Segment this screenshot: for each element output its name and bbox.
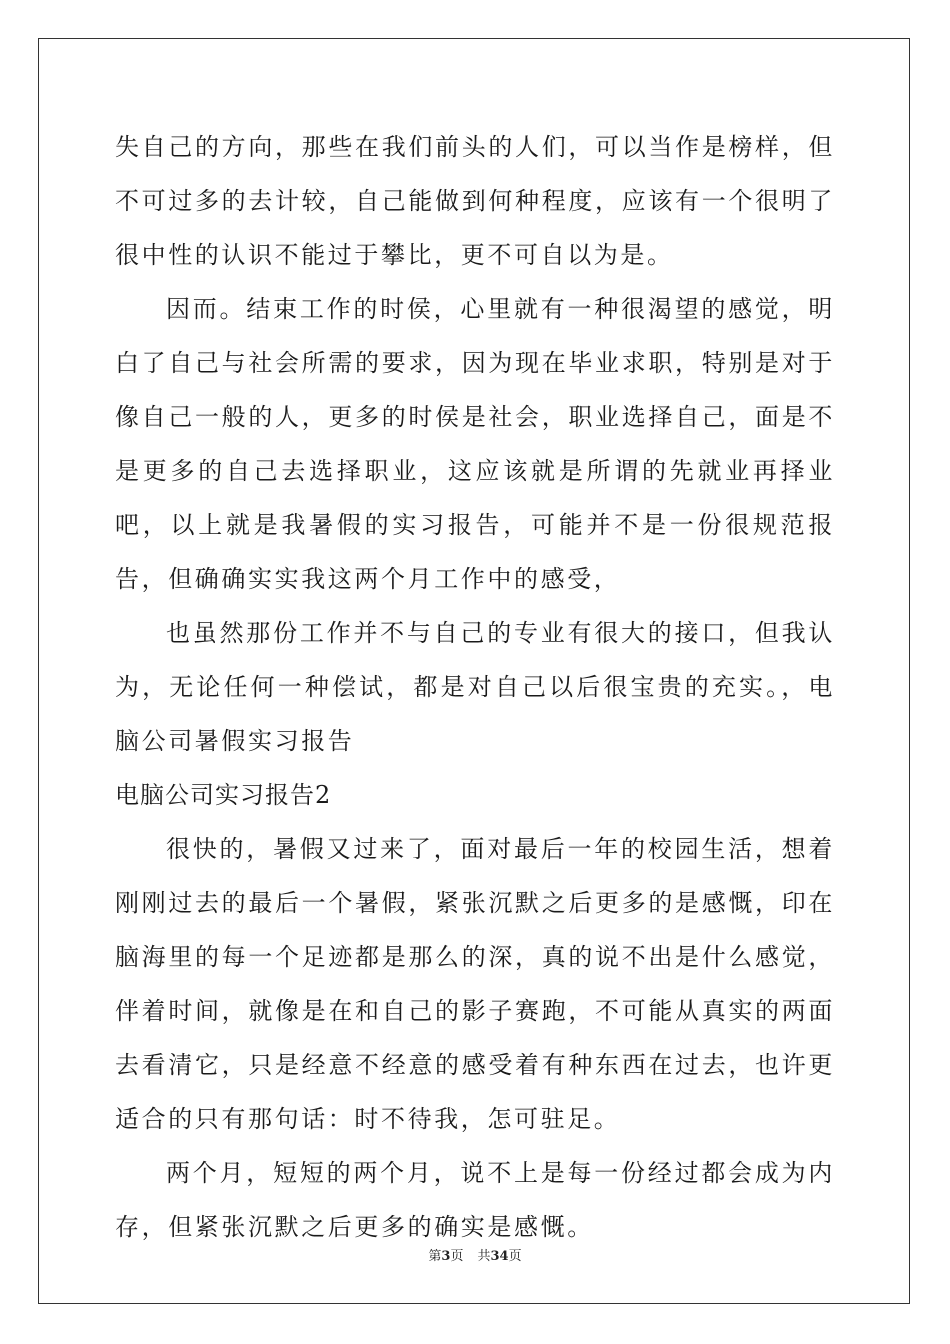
paragraph: 失自己的方向，那些在我们前头的人们，可以当作是榜样，但不可过多的去计较，自己能做到何种程度，应该有一个很明了很中性的认识不能过于攀比，更不可自以为是。 (115, 133, 835, 269)
total-suffix: 页 (508, 1249, 522, 1264)
page-suffix: 页 (450, 1249, 464, 1264)
page-prefix: 第 (428, 1249, 442, 1264)
total-pages: 34 (490, 1249, 509, 1264)
paragraph: 两个月，短短的两个月，说不上是每一份经过都会成为内存，但紧张沉默之后更多的确实是感慨。 (115, 1159, 835, 1241)
page-number: 3 (441, 1249, 451, 1264)
page-footer (0, 1247, 950, 1267)
document-body (115, 120, 835, 1254)
section-heading: 电脑公司实习报告2 (115, 781, 332, 809)
paragraph: 因而。结束工作的时侯，心里就有一种很渴望的感觉，明白了自己与社会所需的要求，因为现在毕业求职，特别是对于像自己一般的人，更多的时侯是社会，职业选择自己，面是不是更多的自己去选择职业，这应该就是所谓的先就业再择业吧，以上就是我暑假的实习报告，可能并不是一份很规范报告，但确确实实我这两个月工作中的感受， (115, 295, 835, 593)
paragraph: 也虽然那份工作并不与自己的专业有很大的接口，但我认为，无论任何一种偿试，都是对自己以后很宝贵的充实。，电脑公司暑假实习报告 (115, 619, 835, 755)
paragraph: 很快的，暑假又过来了，面对最后一年的校园生活，想着刚刚过去的最后一个暑假，紧张沉默之后更多的是感慨，印在脑海里的每一个足迹都是那么的深，真的说不出是什么感觉，伴着时间，就像是在和自己的影子赛跑，不可能从真实的两面去看清它，只是经意不经意的感受着有种东西在过去，也许更适合的只有那句话：时不待我，怎可驻足。 (115, 835, 835, 1133)
total-prefix: 共 (477, 1249, 491, 1264)
